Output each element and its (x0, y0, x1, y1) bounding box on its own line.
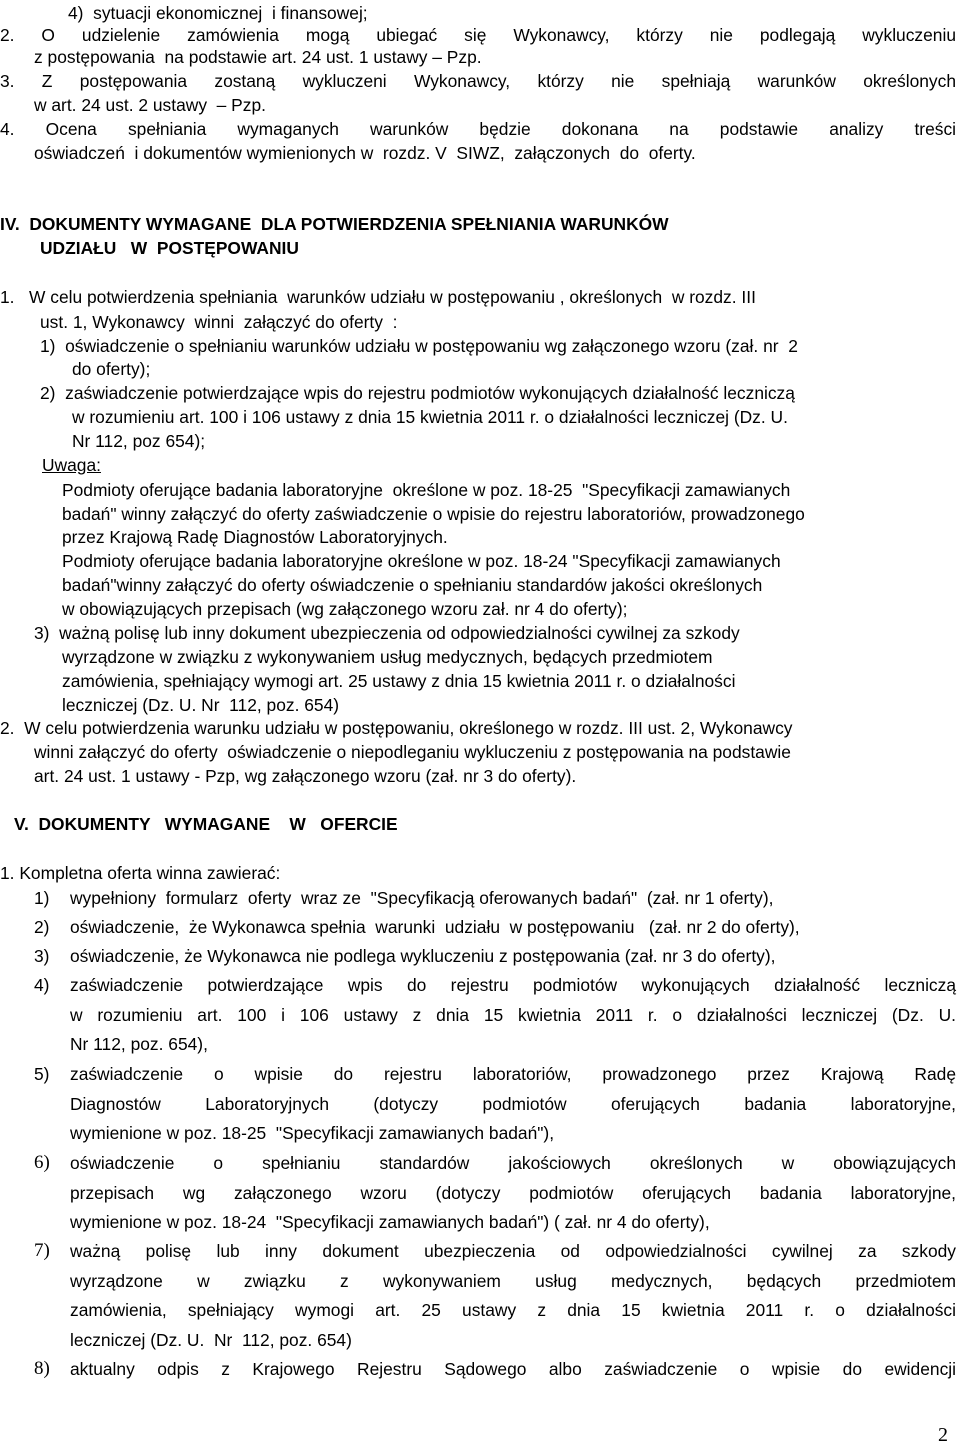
list-item-line: wypełniony formularz oferty wraz ze "Specyfikacją oferowanych badań" (zał. nr 1 oferty), (70, 888, 774, 908)
paragraph-line: 1. W celu potwierdzenia spełniania warunków udziału w postępowaniu , określonych w rozdz. III (0, 287, 756, 307)
paragraph-line: z postępowania na podstawie art. 24 ust. 1 ustawy – Pzp. (34, 47, 482, 67)
note-line: badań"winny załączyć do oferty oświadczenie o spełnianiu standardów jakości określonych (62, 575, 763, 595)
list-number: 4) (34, 975, 50, 995)
list-number: 7) (34, 1240, 50, 1261)
paragraph-line: oświadczeń i dokumentów wymienionych w rozdz. V SIWZ, załączonych do oferty. (34, 143, 696, 163)
list-item-line: przepisach wg załączonego wzoru (dotyczy podmiotów oferujących badania laboratoryjne, (70, 1183, 956, 1203)
list-item-line: aktualny odpis z Krajowego Rejestru Sądowego albo zaświadczenie o wpisie do ewidencji (70, 1359, 956, 1379)
list-number: 2) (34, 917, 50, 937)
list-number: 1) (34, 888, 50, 908)
list-item-line: ważną polisę lub inny dokument ubezpieczenia od odpowiedzialności cywilnej za szkody (70, 1241, 956, 1261)
list-item-line: Nr 112, poz. 654), (70, 1034, 208, 1054)
paragraph-line: w art. 24 ust. 2 ustawy – Pzp. (34, 95, 266, 115)
list-item-line: zaświadczenie o wpisie do rejestru laboratoriów, prowadzonego przez Krajową Radę (70, 1064, 956, 1084)
list-item: 1) oświadczenie o spełnianiu warunków udziału w postępowaniu wg załączonego wzoru (zał. nr 2 (40, 336, 798, 356)
list-item: zamówienia, spełniający wymogi art. 25 ustawy z dnia 15 kwietnia 2011 r. o działalności (62, 671, 736, 691)
list-number: 6) (34, 1152, 50, 1173)
note-line: w obowiązujących przepisach (wg załączonego wzoru zał. nr 4 do oferty); (62, 599, 628, 619)
list-item: do oferty); (72, 359, 151, 379)
list-item-line: leczniczej (Dz. U. Nr 112, poz. 654) (70, 1330, 352, 1350)
list-item-line: oświadczenie o spełnianiu standardów jakościowych określonych w obowiązujących (70, 1153, 956, 1173)
list-item: 3) ważną polisę lub inny dokument ubezpieczenia od odpowiedzialności cywilnej za szkody (34, 623, 740, 643)
list-item: wyrządzone w związku z wykonywaniem usług medycznych, będących przedmiotem (62, 647, 713, 667)
list-item: Nr 112, poz 654); (72, 431, 206, 451)
list-number: 3) (34, 946, 50, 966)
note-line: Podmioty oferujące badania laboratoryjne określone w poz. 18-25 "Specyfikacji zamawianych (62, 480, 791, 500)
list-item: leczniczej (Dz. U. Nr 112, poz. 654) (62, 695, 340, 715)
list-item-line: w rozumieniu art. 100 i 106 ustawy z dnia 15 kwietnia 2011 r. o działalności leczniczej (Dz. U. (70, 1005, 956, 1025)
page-number: 2 (938, 1424, 948, 1446)
list-item-line: Diagnostów Laboratoryjnych (dotyczy podmiotów oferujących badania laboratoryjne, (70, 1094, 956, 1114)
list-item-line: oświadczenie, że Wykonawca nie podlega wykluczeniu z postępowania (zał. nr 3 do oferty), (70, 946, 776, 966)
list-item: 2) zaświadczenie potwierdzające wpis do rejestru podmiotów wykonujących działalność leczniczą (40, 383, 795, 403)
list-item-line: wymienione w poz. 18-25 "Specyfikacji zamawianych badań"), (70, 1123, 555, 1143)
list-number: 5) (34, 1064, 50, 1084)
list-number: 8) (34, 1358, 50, 1379)
list-item-line: wyrządzone w związku z wykonywaniem usług medycznych, będących przedmiotem (70, 1271, 956, 1291)
paragraph-line: 4. Ocena spełniania wymaganych warunków będzie dokonana na podstawie analizy treści (0, 119, 956, 139)
list-item: 4) sytuacji ekonomicznej i finansowej; (68, 3, 368, 23)
paragraph-line: 2. O udzielenie zamówienia mogą ubiegać się Wykonawcy, którzy nie podlegają wykluczeniu (0, 25, 956, 45)
note-line: przez Krajową Radę Diagnostów Laboratoryjnych. (62, 527, 448, 547)
section-heading: V. DOKUMENTY WYMAGANE W OFERCIE (14, 814, 398, 834)
note-line: badań" winny załączyć do oferty zaświadczenie o wpisie do rejestru laboratoriów, prowadzonego (62, 504, 805, 524)
list-item-line: wymienione w poz. 18-24 "Specyfikacji zamawianych badań") ( zał. nr 4 do oferty), (70, 1212, 710, 1232)
paragraph-line: winni załączyć do oferty oświadczenie o niepodleganiu wykluczeniu z postępowania na podstawie (34, 742, 791, 762)
list-item-line: oświadczenie, że Wykonawca spełnia warunki udziału w postępowaniu (zał. nr 2 do oferty), (70, 917, 800, 937)
section-heading: UDZIAŁU W POSTĘPOWANIU (40, 238, 299, 258)
list-item-line: zamówienia, spełniający wymogi art. 25 ustawy z dnia 15 kwietnia 2011 r. o działalności (70, 1300, 956, 1320)
paragraph-line: 3. Z postępowania zostaną wykluczeni Wykonawcy, którzy nie spełniają warunków określonych (0, 71, 956, 91)
paragraph-line: 2. W celu potwierdzenia warunku udziału w postępowaniu, określonego w rozdz. III ust. 2, Wykonawcy (0, 718, 793, 738)
paragraph-line: art. 24 ust. 1 ustawy - Pzp, wg załączonego wzoru (zał. nr 3 do oferty). (34, 766, 577, 786)
list-item: w rozumieniu art. 100 i 106 ustawy z dnia 15 kwietnia 2011 r. o działalności leczniczej (Dz. U. (72, 407, 788, 427)
note-label: Uwaga: (42, 455, 101, 475)
section-heading: IV. DOKUMENTY WYMAGANE DLA POTWIERDZENIA SPEŁNIANIA WARUNKÓW (0, 214, 669, 234)
paragraph-line: ust. 1, Wykonawcy winni załączyć do oferty : (40, 312, 398, 332)
note-line: Podmioty oferujące badania laboratoryjne określone w poz. 18-24 "Specyfikacji zamawianych (62, 551, 781, 571)
list-item-line: zaświadczenie potwierdzające wpis do rejestru podmiotów wykonujących działalność leczniczą (70, 975, 956, 995)
paragraph-line: 1. Kompletna oferta winna zawierać: (0, 863, 281, 883)
